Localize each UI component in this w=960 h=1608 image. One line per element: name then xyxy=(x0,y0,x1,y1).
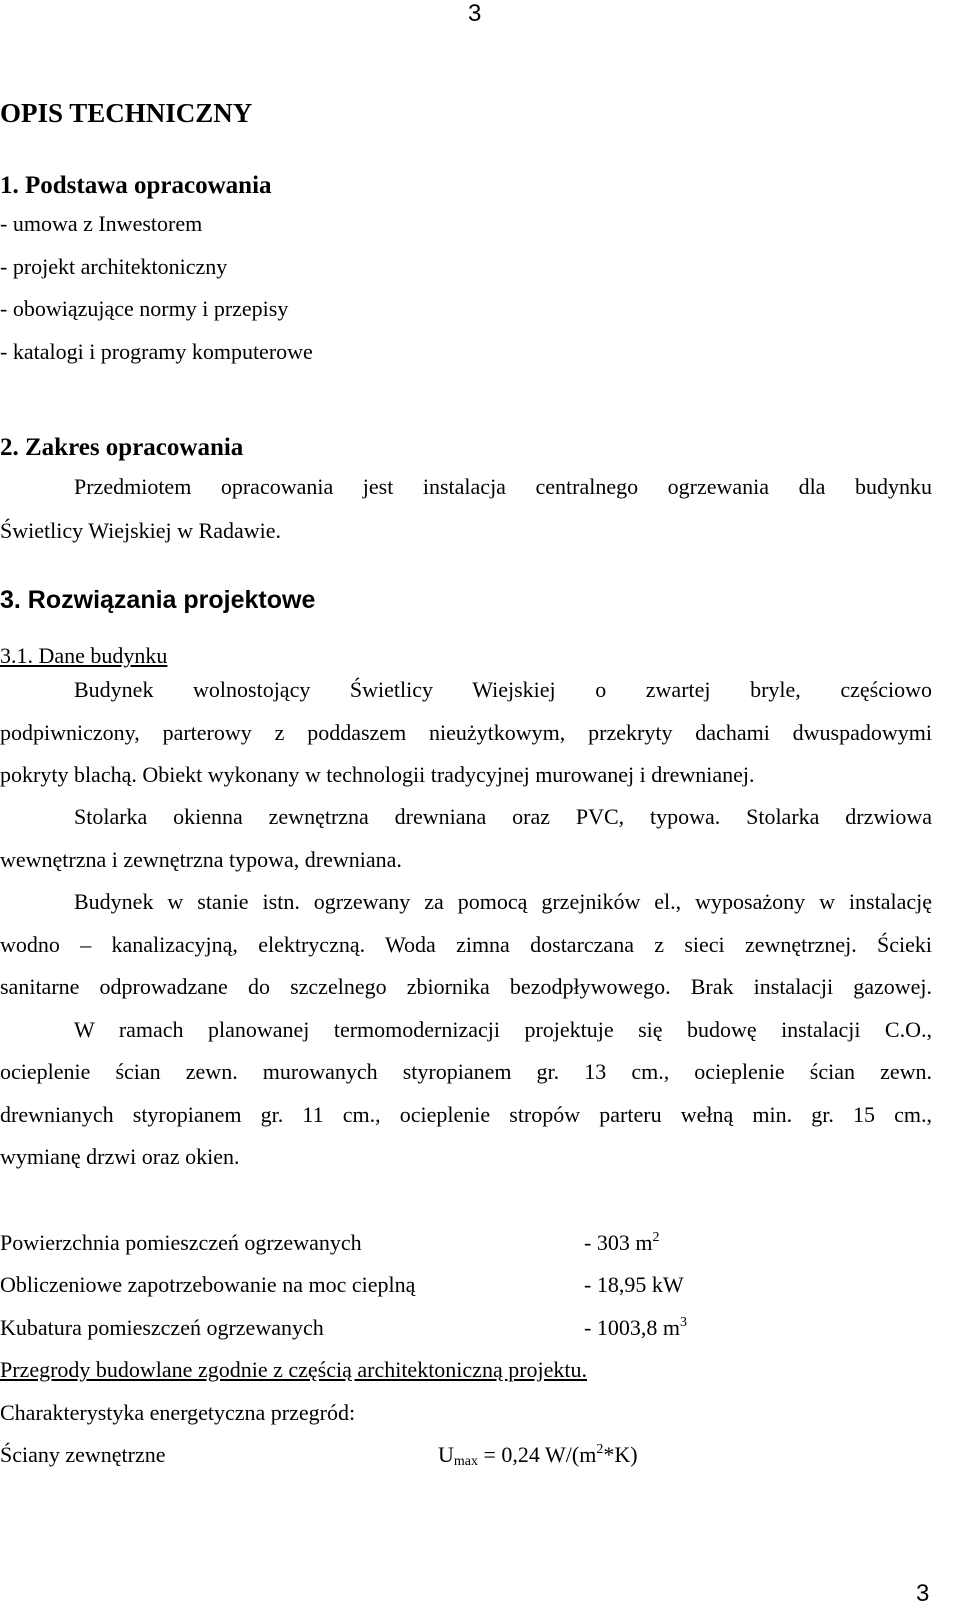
section3-line: podpiwniczony, parterowy z poddaszem nieużytkowym, przekryty dachami dwuspadowymi xyxy=(0,720,932,745)
page-number-bottom: 3 xyxy=(916,1580,930,1607)
walls-u-value: $U_{max} = 0,24$ $W/(m^2*K)$ xyxy=(438,1442,638,1469)
section2-line: Przedmiotem opracowania jest instalacja centralnego ogrzewania dla budynku xyxy=(74,474,932,499)
section3-subheading: 3.1. Dane budynku xyxy=(0,643,168,668)
walls-label: Ściany zewnętrzne xyxy=(0,1442,166,1467)
section1-heading: 1. Podstawa opracowania xyxy=(0,172,272,199)
section3-heading: 3. Rozwiązania projektowe xyxy=(0,586,316,614)
section3-line: wewnętrzna i zewnętrzna typowa, drewniana. xyxy=(0,847,402,872)
section3-line: ocieplenie ścian zewn. murowanych styropianem gr. 13 cm., ocieplenie ścian zewn. xyxy=(0,1059,932,1084)
section3-line: sanitarne odprowadzane do szczelnego zbiornika bezodpływowego. Brak instalacji gazowej. xyxy=(0,974,932,999)
section1-item: - obowiązujące normy i przepisy xyxy=(0,296,289,321)
document-title: OPIS TECHNICZNY xyxy=(0,98,253,128)
section3-line: Budynek w stanie istn. ogrzewany za pomocą grzejników el., wyposażony w instalację xyxy=(74,889,932,914)
spec-value-heat-demand: - 18,95 kW xyxy=(584,1272,684,1297)
section3-line: W ramach planowanej termomodernizacji projektuje się budowę instalacji C.O., xyxy=(74,1017,932,1042)
spec-value-heated-area: - 303 $m^2$ xyxy=(584,1230,660,1255)
energy-heading: Charakterystyka energetyczna przegród: xyxy=(0,1400,356,1425)
section3-line: Stolarka okienna zewnętrzna drewniana oraz PVC, typowa. Stolarka drzwiowa xyxy=(74,804,932,829)
spec-value-volume: - 1003,8 $m^3$ xyxy=(584,1315,687,1340)
section3-line: Budynek wolnostojący Świetlicy Wiejskiej o zwartej bryle, częściowo xyxy=(74,677,932,702)
section1-item: - projekt architektoniczny xyxy=(0,254,228,279)
section3-line: pokryty blachą. Obiekt wykonany w technologii tradycyjnej murowanej i drewnianej. xyxy=(0,762,755,787)
partitions-note: Przegrody budowlane zgodnie z częścią architektoniczną projektu. xyxy=(0,1357,588,1382)
spec-label-heat-demand: Obliczeniowe zapotrzebowanie na moc cieplną xyxy=(0,1272,416,1297)
section3-line: wymianę drzwi oraz okien. xyxy=(0,1144,240,1169)
spec-label-heated-area: Powierzchnia pomieszczeń ogrzewanych xyxy=(0,1230,362,1255)
section1-item: - katalogi i programy komputerowe xyxy=(0,339,313,364)
section2-line: Świetlicy Wiejskiej w Radawie. xyxy=(0,518,281,543)
section3-line: drewnianych styropianem gr. 11 cm., ocieplenie stropów parteru wełną min. gr. 15 cm., xyxy=(0,1102,932,1127)
page-number-top: 3 xyxy=(468,0,482,27)
spec-label-volume: Kubatura pomieszczeń ogrzewanych xyxy=(0,1315,324,1340)
section3-line: wodno – kanalizacyjną, elektryczną. Woda zimna dostarczana z sieci zewnętrznej. Ścieki xyxy=(0,932,932,957)
section1-item: - umowa z Inwestorem xyxy=(0,211,203,236)
section2-heading: 2. Zakres opracowania xyxy=(0,434,244,461)
